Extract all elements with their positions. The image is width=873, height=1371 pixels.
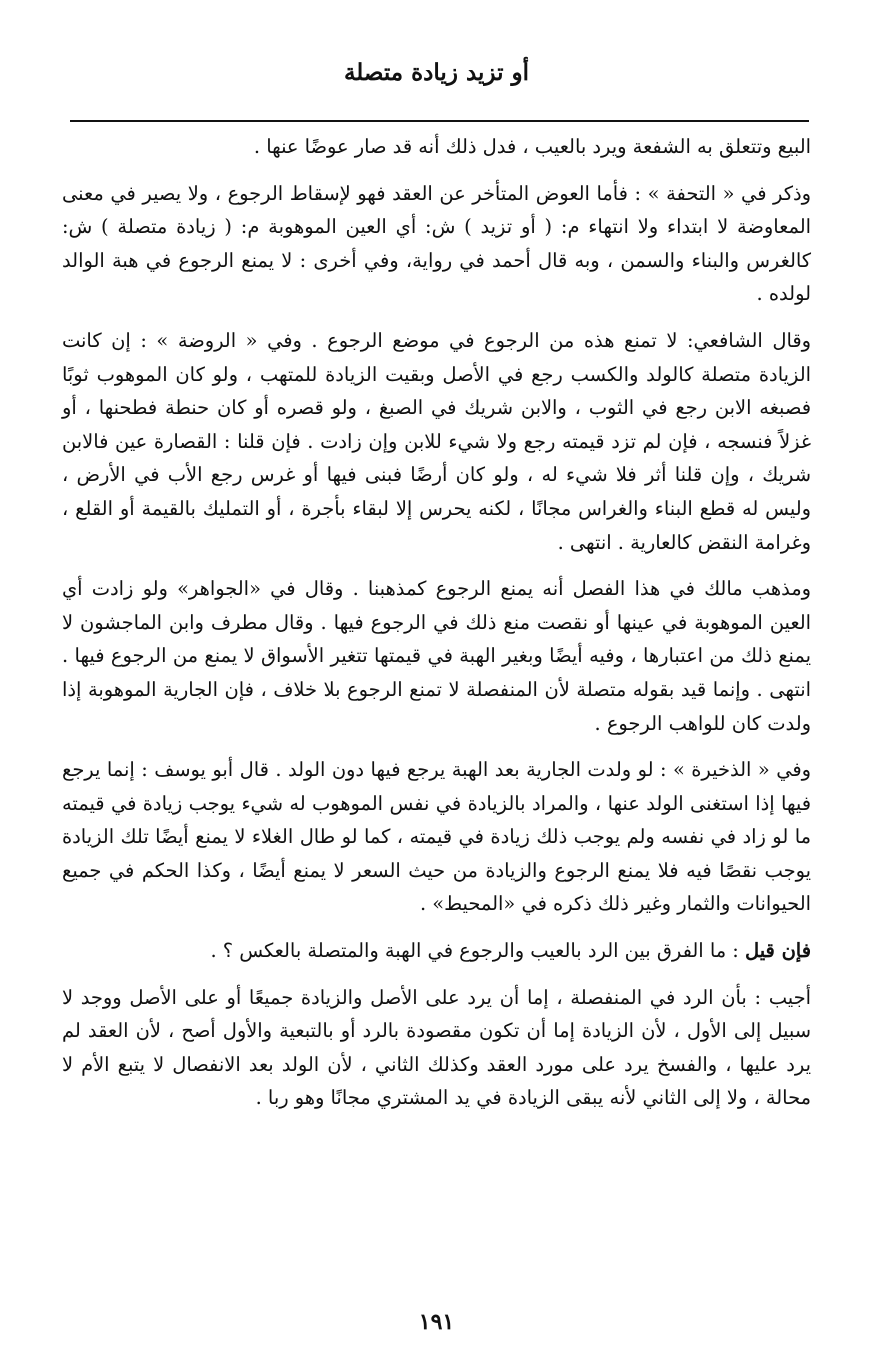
paragraph-4 [62, 572, 811, 740]
header-rule [70, 120, 809, 122]
running-header-title: أو تزيد زيادة متصلة [343, 59, 530, 86]
paragraph-4-text: ومذهب مالك في هذا الفصل أنه يمنع الرجوع كمذهبنا . وقال في «الجواهر» ولو زادت أي العين الموهوبة في عينها أو نقصت منع ذلك في الرجوع فيها . وقال مطرف وابن الماجشون لا يمنع ذلك من اعتبارها ، وفيه أيضًا وبغير الهبة في قيمتها تتغير الأسواق لا يمنع من الرجوع فيها . انتهى . وإنما قيد بقوله متصلة لأن المنفصلة لا تمنع الرجوع بلا خلاف ، فإن الجارية الموهوبة إذا ولدت كان للواهب الرجوع . [62, 577, 811, 735]
paragraph-5 [62, 753, 811, 921]
paragraph-6 [62, 934, 811, 968]
paragraph-1 [62, 130, 811, 164]
paragraph-5-text: وفي « الذخيرة » : لو ولدت الجارية بعد الهبة يرجع فيها دون الولد . قال أبو يوسف : إنما يرجع فيها إذا استغنى الولد عنها ، والمراد بالزيادة في نفس الموهوب له شيء يوجب زيادة في قيمته ما لو زاد في نفسه ولم يوجب ذلك زيادة في قيمته ، كما لو طال الغلاء لا يمنع أيضًا تلك الزيادة يوجب نقصًا فيه فلا يمنع الرجوع والزيادة من حيث السعر لا يمنع أيضًا ، وكذا الحكم في جميع الحيوانات والثمار وغير ذلك ذكره في «المحيط» . [62, 758, 811, 916]
paragraph-3 [62, 324, 811, 559]
paragraph-3-text: وقال الشافعي: لا تمنع هذه من الرجوع في موضع الرجوع . وفي « الروضة » : إن كانت الزيادة متصلة كالولد والكسب رجع في الأصل وبقيت الزيادة للمتهب ، ولو كان الموهوب ثوبًا فصبغه الابن رجع في الثوب ، والابن شريك في الصبغ ، ولو قصره أو كان حنطة فطحنها ، أو غزلاً فنسجه ، فإن لم تزد قيمته رجع ولا شيء للابن وإن زادت . فإن قلنا : القصارة عين فالابن شريك ، وإن قلنا أثر فلا شيء له ، ولو كان أرضًا فبنى فيها أو غرس رجع الأب في الأرض ، وليس له قطع البناء والغراس مجانًا ، لكنه يحرس إلا لبقاء بأجرة ، أو التمليك بالقيمة أو القلع ، وغرامة النقض كالعارية . انتهى . [62, 328, 811, 554]
paragraph-7 [62, 981, 811, 1115]
paragraph-1-text: البيع وتتعلق به الشفعة ويرد بالعيب ، فدل ذلك أنه قد صار عوضًا عنها . [253, 135, 811, 158]
paragraph-2 [62, 177, 811, 311]
paragraph-7-text: أجيب : بأن الرد في المنفصلة ، إما أن يرد على الأصل والزيادة جميعًا أو على الأصل ووجد لا سبيل إلى الأول ، لأن الزيادة إما أن تكون مقصودة بالرد أو بالتبعية والأول أصح ، لأن العقد لم يرد عليها ، والفسخ يرد على مورد العقد وكذلك الثاني ، لأن الولد بعد الانفصال لا يتبع الأم لا محالة ، ولا إلى الثاني لأنه يبقى الزيادة في يد المشتري مجانًا وهو ربا . [62, 985, 811, 1110]
paragraph-6-text: : ما الفرق بين الرد بالعيب والرجوع في الهبة والمتصلة بالعكس ؟ . [210, 939, 746, 963]
body-text [62, 130, 811, 1128]
paragraph-6-lead: فإن قيل [745, 939, 811, 963]
paragraph-2-text: وذكر في « التحفة » : فأما العوض المتأخر عن العقد فهو لإسقاط الرجوع ، ولا يصير في معنى المعاوضة لا ابتداء ولا انتهاء م: ( أو تزيد ) ش: أي العين الموهوبة م: ( زيادة متصلة ) ش: كالغرس والبناء والسمن ، وبه قال أحمد في رواية، وفي أخرى : لا يمنع الرجوع في هبة الوالد لولده . [62, 181, 811, 306]
page-number: ١٩١ [418, 1309, 455, 1335]
